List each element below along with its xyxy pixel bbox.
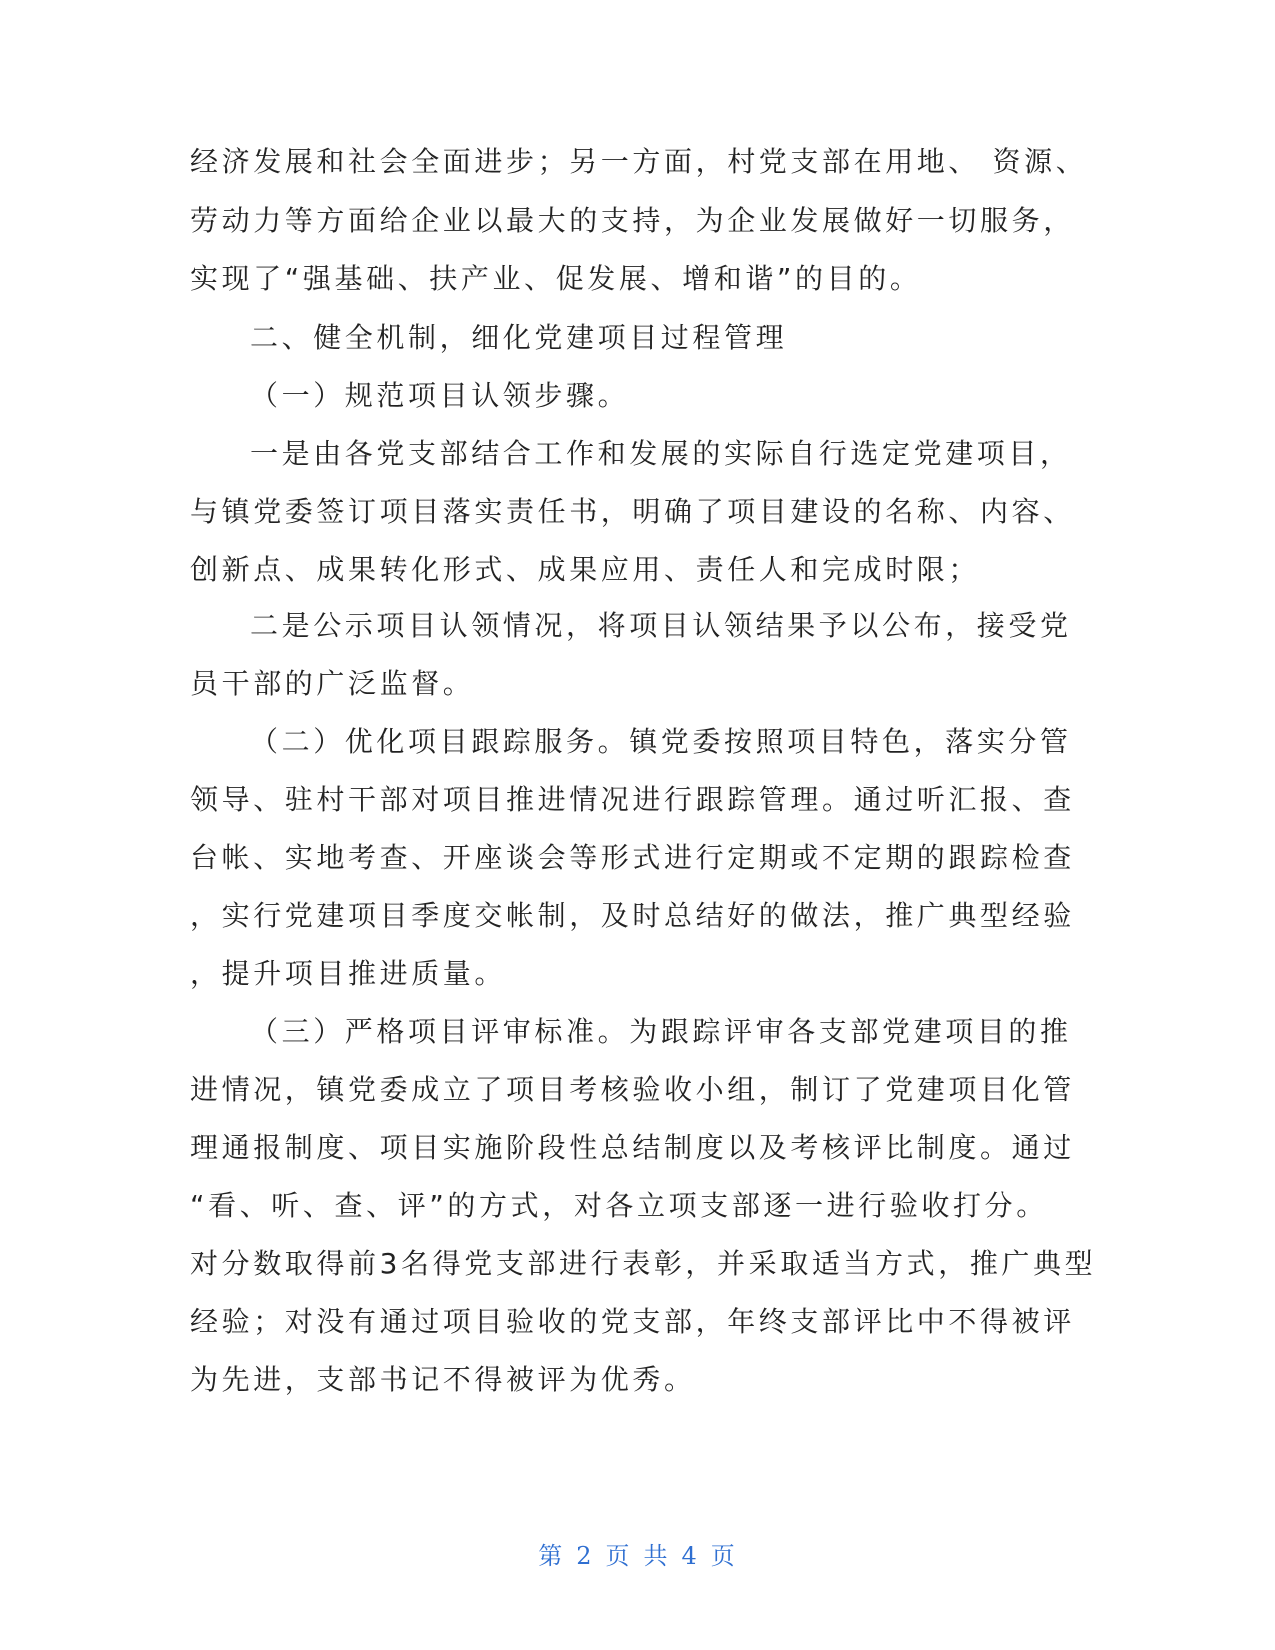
text-line: 领导、驻村干部对项目推进情况进行跟踪管理。通过听汇报、查 — [190, 783, 1075, 816]
section-heading: 二、健全机制，细化党建项目过程管理 — [250, 321, 788, 354]
text-line: 经济发展和社会全面进步；另一方面，村党支部在用地、 资源、 — [190, 145, 1088, 178]
subsection-heading: （一）规范项目认领步骤。 — [250, 379, 630, 412]
text-line: 经验；对没有通过项目验收的党支部，年终支部评比中不得被评 — [190, 1305, 1075, 1338]
text-line: “看、听、查、评”的方式，对各立项支部逐一进行验收打分。 — [190, 1189, 1048, 1222]
text-line: 实现了“强基础、扶产业、促发展、增和谐”的目的。 — [190, 262, 922, 295]
footer-total-label: 共 — [643, 1542, 670, 1570]
footer-current-page: 2 — [576, 1542, 594, 1570]
text-line: 进情况，镇党委成立了项目考核验收小组，制订了党建项目化管 — [190, 1073, 1075, 1106]
footer-page-unit: 页 — [605, 1542, 632, 1570]
text-line: 对分数取得前3名得党支部进行表彰，并采取适当方式，推广典型 — [190, 1247, 1097, 1280]
footer-total-pages: 4 — [681, 1542, 699, 1570]
text-line: 一是由各党支部结合工作和发展的实际自行选定党建项目， — [250, 437, 1072, 470]
text-line: 台帐、实地考查、开座谈会等形式进行定期或不定期的跟踪检查 — [190, 841, 1075, 874]
text-line: 劳动力等方面给企业以最大的支持，为企业发展做好一切服务， — [190, 204, 1075, 237]
text-line: 理通报制度、项目实施阶段性总结制度以及考核评比制度。通过 — [190, 1131, 1075, 1164]
text-line: （三）严格项目评审标准。为跟踪评审各支部党建项目的推 — [250, 1015, 1072, 1048]
page-footer — [0, 1540, 1275, 1572]
footer-prefix: 第 — [538, 1542, 565, 1570]
text-line: ，提升项目推进质量。 — [190, 957, 507, 990]
footer-suffix: 页 — [710, 1542, 737, 1570]
text-line: 与镇党委签订项目落实责任书，明确了项目建设的名称、内容、 — [190, 495, 1075, 528]
text-line: 二是公示项目认领情况，将项目认领结果予以公布，接受党 — [250, 609, 1072, 642]
text-line: ，实行党建项目季度交帐制，及时总结好的做法，推广典型经验 — [190, 899, 1075, 932]
text-line: 创新点、成果转化形式、成果应用、责任人和完成时限； — [190, 553, 981, 586]
text-line: 员干部的广泛监督。 — [190, 667, 475, 700]
text-line: 为先进，支部书记不得被评为优秀。 — [190, 1363, 696, 1396]
text-line: （二）优化项目跟踪服务。镇党委按照项目特色，落实分管 — [250, 725, 1072, 758]
